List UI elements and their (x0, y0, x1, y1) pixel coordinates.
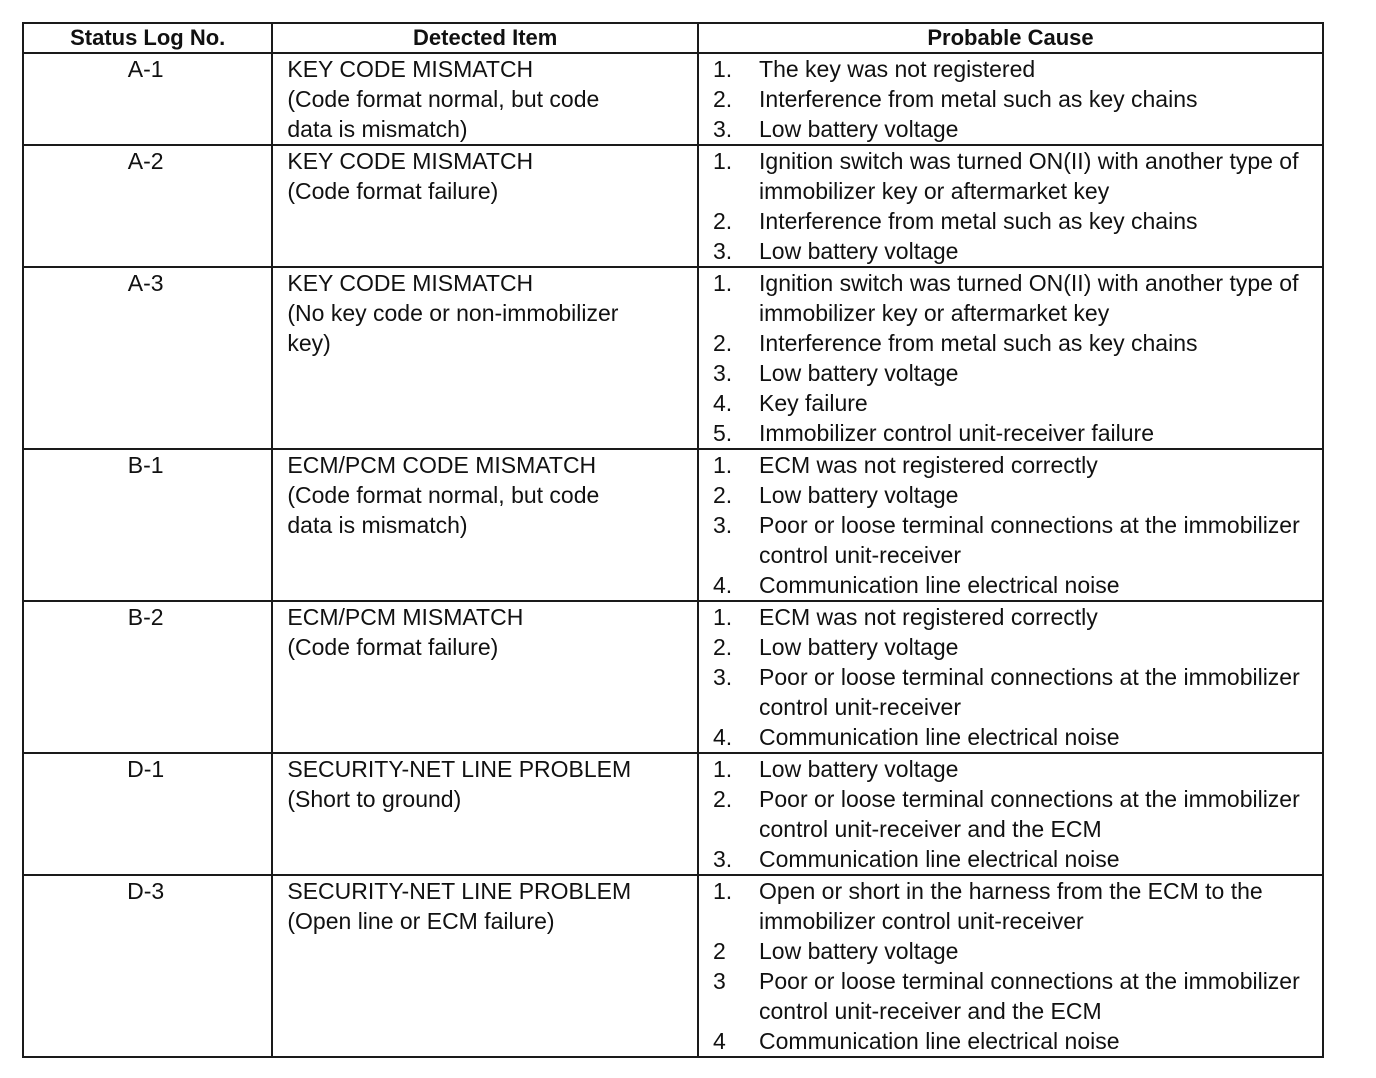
cause-text: ECM was not registered correctly (759, 452, 1098, 478)
cause-number: 1. (713, 756, 733, 782)
cause-item (713, 114, 1322, 144)
cause-text: Communication line electrical noise (759, 724, 1120, 750)
detected-item-cell (272, 145, 698, 267)
cause-text: Interference from metal such as key chains (759, 208, 1198, 234)
cause-item (713, 206, 1322, 236)
cause-item (713, 784, 1322, 844)
cause-text: Low battery voltage (759, 238, 959, 264)
cause-text: The key was not registered (759, 56, 1036, 82)
cause-text: Key failure (759, 390, 868, 416)
cause-number: 1. (713, 878, 733, 904)
cause-number: 2. (713, 208, 733, 234)
detected-item-cell (272, 753, 698, 875)
cause-text: Poor or loose terminal connections at the immobilizer control unit-receiver (759, 512, 1300, 568)
cause-text: Immobilizer control unit-receiver failure (759, 420, 1154, 446)
table-row (23, 875, 1323, 1057)
detected-item-text: KEY CODE MISMATCH (No key code or non-immobilizer key) (287, 270, 619, 356)
table-row (23, 449, 1323, 601)
probable-cause-cell (698, 875, 1323, 1057)
cause-number: 3. (713, 846, 733, 872)
cause-number: 4. (713, 572, 733, 598)
cause-number: 2. (713, 634, 733, 660)
cause-text: Low battery voltage (759, 360, 959, 386)
cause-number: 3. (713, 116, 733, 142)
cause-number: 1. (713, 270, 733, 296)
cause-item (713, 754, 1322, 784)
cause-item (713, 632, 1322, 662)
table-row (23, 601, 1323, 753)
cause-text: Communication line electrical noise (759, 846, 1120, 872)
probable-cause-cell (698, 145, 1323, 267)
cause-text: Communication line electrical noise (759, 572, 1120, 598)
table-row (23, 267, 1323, 449)
probable-cause-cell (698, 449, 1323, 601)
detected-item-cell (272, 875, 698, 1057)
cause-list (713, 754, 1322, 874)
cause-text: Poor or loose terminal connections at the immobilizer control unit-receiver and the ECM (759, 968, 1300, 1024)
cause-item (713, 1026, 1322, 1056)
table-row (23, 53, 1323, 145)
cause-number: 2. (713, 786, 733, 812)
cause-text: Low battery voltage (759, 756, 959, 782)
status-log-cell: B-1 (23, 449, 272, 601)
cause-number: 3 (713, 968, 726, 994)
cause-list (713, 54, 1322, 144)
cause-item (713, 662, 1322, 722)
cause-number: 1. (713, 148, 733, 174)
cause-number: 2. (713, 330, 733, 356)
header-status-log-no: Status Log No. (23, 23, 272, 53)
detected-item-cell (272, 267, 698, 449)
cause-text: Low battery voltage (759, 116, 959, 142)
cause-number: 5. (713, 420, 733, 446)
cause-number: 3. (713, 360, 733, 386)
table-header-row (23, 23, 1323, 53)
cause-number: 4. (713, 390, 733, 416)
cause-text: Interference from metal such as key chains (759, 330, 1198, 356)
detected-item-text: KEY CODE MISMATCH (Code format failure) (287, 148, 534, 204)
cause-item (713, 268, 1322, 328)
status-log-cell: D-3 (23, 875, 272, 1057)
cause-text: Interference from metal such as key chains (759, 86, 1198, 112)
cause-item (713, 480, 1322, 510)
cause-item (713, 418, 1322, 448)
cause-item (713, 328, 1322, 358)
cause-list (713, 876, 1322, 1056)
cause-item (713, 388, 1322, 418)
cause-text: Ignition switch was turned ON(II) with another type of immobilizer key or aftermarket key (759, 270, 1299, 326)
probable-cause-cell (698, 601, 1323, 753)
status-log-table (22, 22, 1324, 1058)
cause-list (713, 602, 1322, 752)
cause-text: ECM was not registered correctly (759, 604, 1098, 630)
cause-number: 3. (713, 512, 733, 538)
detected-item-text: ECM/PCM MISMATCH (Code format failure) (287, 604, 524, 660)
cause-item (713, 570, 1322, 600)
detected-item-text: KEY CODE MISMATCH (Code format normal, but code data is mismatch) (287, 56, 600, 142)
detected-item-cell (272, 601, 698, 753)
cause-number: 1. (713, 604, 733, 630)
cause-number: 2. (713, 86, 733, 112)
table-body (23, 53, 1323, 1057)
cause-number: 3. (713, 664, 733, 690)
cause-item (713, 510, 1322, 570)
cause-item (713, 450, 1322, 480)
cause-item (713, 876, 1322, 936)
cause-text: Low battery voltage (759, 938, 959, 964)
detected-item-cell (272, 53, 698, 145)
cause-item (713, 966, 1322, 1026)
table-row (23, 145, 1323, 267)
cause-item (713, 602, 1322, 632)
status-log-cell: B-2 (23, 601, 272, 753)
cause-text: Low battery voltage (759, 482, 959, 508)
cause-text: Ignition switch was turned ON(II) with another type of immobilizer key or aftermarket key (759, 148, 1299, 204)
table-row (23, 753, 1323, 875)
detected-item-cell (272, 449, 698, 601)
cause-item (713, 54, 1322, 84)
header-probable-cause: Probable Cause (698, 23, 1323, 53)
cause-item (713, 844, 1322, 874)
cause-item (713, 84, 1322, 114)
cause-text: Open or short in the harness from the ECM to the immobilizer control unit-receiver (759, 878, 1263, 934)
cause-list (713, 146, 1322, 266)
cause-text: Low battery voltage (759, 634, 959, 660)
probable-cause-cell (698, 753, 1323, 875)
cause-item (713, 236, 1322, 266)
status-log-cell: A-3 (23, 267, 272, 449)
cause-item (713, 358, 1322, 388)
detected-item-text: SECURITY-NET LINE PROBLEM (Short to ground) (287, 756, 632, 812)
status-log-cell: A-2 (23, 145, 272, 267)
cause-text: Communication line electrical noise (759, 1028, 1120, 1054)
cause-number: 2 (713, 938, 726, 964)
cause-number: 2. (713, 482, 733, 508)
probable-cause-cell (698, 267, 1323, 449)
cause-item (713, 146, 1322, 206)
cause-text: Poor or loose terminal connections at the immobilizer control unit-receiver (759, 664, 1300, 720)
cause-text: Poor or loose terminal connections at the immobilizer control unit-receiver and the ECM (759, 786, 1300, 842)
cause-list (713, 268, 1322, 448)
cause-number: 3. (713, 238, 733, 264)
status-log-cell: A-1 (23, 53, 272, 145)
detected-item-text: SECURITY-NET LINE PROBLEM (Open line or ECM failure) (287, 878, 632, 934)
cause-number: 4. (713, 724, 733, 750)
cause-item (713, 722, 1322, 752)
detected-item-text: ECM/PCM CODE MISMATCH (Code format normal, but code data is mismatch) (287, 452, 600, 538)
probable-cause-cell (698, 53, 1323, 145)
cause-number: 1. (713, 56, 733, 82)
cause-list (713, 450, 1322, 600)
cause-number: 4 (713, 1028, 726, 1054)
cause-number: 1. (713, 452, 733, 478)
header-detected-item: Detected Item (272, 23, 698, 53)
status-log-cell: D-1 (23, 753, 272, 875)
cause-item (713, 936, 1322, 966)
